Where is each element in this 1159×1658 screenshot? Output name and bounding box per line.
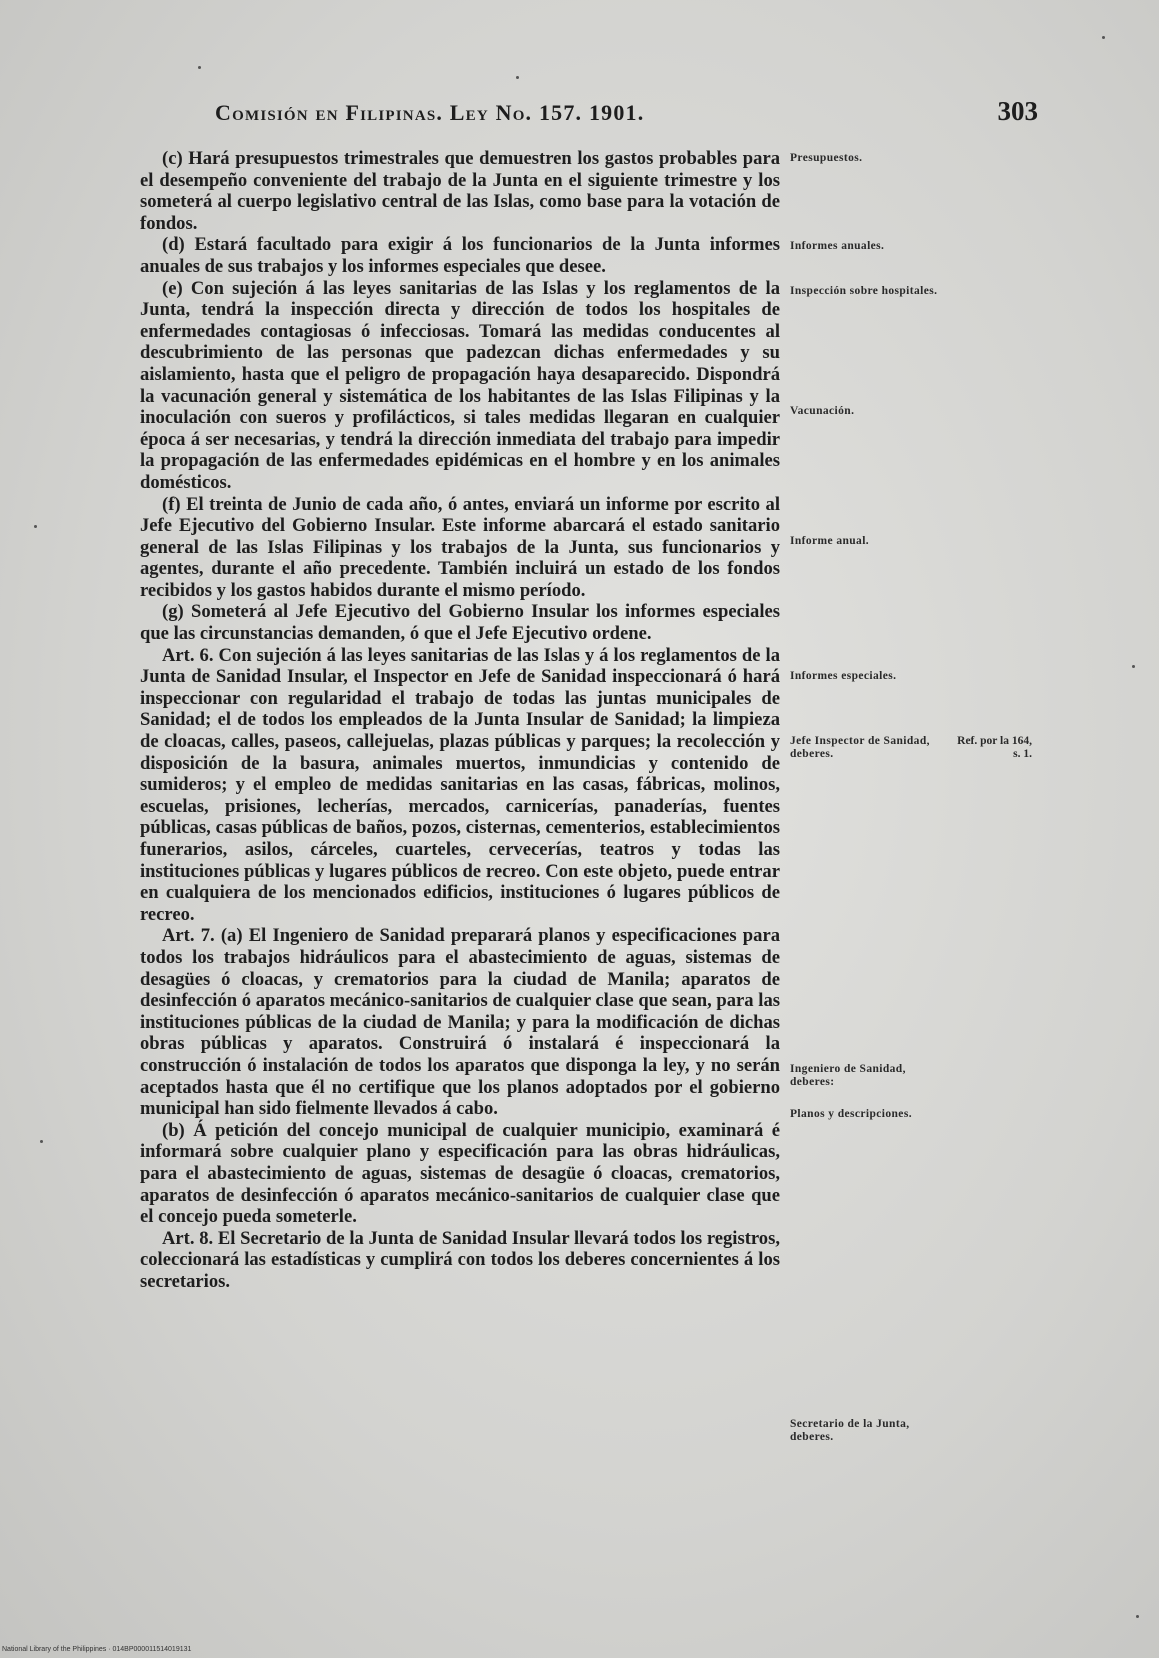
margin-note-inspeccion-hospitales: Inspección sobre hospitales.	[790, 285, 938, 297]
article-7a: Art. 7. (a) El Ingeniero de Sanidad preparará planos y especificaciones para todos los trabajos hidráulicos para el abastecimiento de aguas, sistemas de desagües ó cloacas, y crematorios para la ciudad de Manila; aparatos de desinfección ó aparatos mecánico-sanitarios de cualquier clase que sean, para las instituciones públicas de la ciudad de Manila; y para la modificación de dichas obras públicas y aparatos. Construirá ó instalará é inspeccionará la construcción ó instalación de todos los aparatos que disponga la ley, y no serán aceptados hasta que él no certifique que los planos adoptados por el gobierno municipal han sido fielmente llevados á cabo.	[140, 925, 780, 1120]
scan-speck	[1102, 36, 1105, 39]
running-title: Comisión en Filipinas. Ley No. 157. 1901.	[215, 100, 645, 125]
article-7b: (b) Á petición del concejo municipal de cualquier municipio, examinará é informará sobre cualquier plano y especificación para las obras hidráulicas, para el abastecimiento de aguas, sistemas de desagüe ó cloacas, crematorios, aparatos de desinfección ó aparatos mecánico-sanitarios de cualquier clase que el concejo pueda someterle.	[140, 1119, 780, 1228]
article-6: Art. 6. Con sujeción á las leyes sanitarias de las Islas y á los reglamentos de la Junta de Sanidad Insular, el Inspector en Jefe de Sanidad inspeccionará ó hará inspeccionar con regularidad el trabajo de todas las juntas municipales de Sanidad; el de todos los empleados de la Junta Insular de Sanidad; la limpieza de cloacas, calles, paseos, callejuelas, plazas públicas y parques; la recolección y disposición de la basura, animales muertos, inmundicias y contenido de sumideros; y el empleo de medidas sanitarias en las casas, fábricas, molinos, escuelas, prisiones, lecherías, mercados, carnicerías, panaderías, fuentes públicas, casas públicas de baños, pozos, cisternas, cementerios, establecimientos funerarios, asilos, cárceles, cuarteles, cervecerías, teatros y todas las instituciones públicas y lugares públicos de recreo. Con este objeto, puede entrar en cualquiera de los mencionados edificios, instituciones ó lugares públicos de recreo.	[140, 644, 780, 925]
margin-note-ingeniero-sanidad: Ingeniero de Sanidad, deberes:	[790, 1063, 906, 1088]
margin-note-vacunacion: Vacunación.	[790, 405, 855, 417]
paragraph-d: (d) Estará facultado para exigir á los funcionarios de la Junta informes anuales de sus trabajos y los informes especiales que desee.	[140, 234, 780, 277]
page-number: 303	[997, 96, 1038, 126]
paragraph-g: (g) Someterá al Jefe Ejecutivo del Gobierno Insular los informes especiales que las circunstancias demanden, ó que el Jefe Ejecutivo ordene.	[140, 601, 780, 645]
margin-note-presupuestos: Presupuestos.	[790, 152, 863, 164]
scan-speck	[198, 66, 201, 69]
margin-note-informes-especiales: Informes especiales.	[790, 670, 897, 682]
paragraph-f: (f) El treinta de Junio de cada año, ó antes, enviará un informe por escrito al Jefe Ejecutivo del Gobierno Insular. Este informe abarcará el estado sanitario general de las Islas Filipinas y los trabajos de la Junta, sus funcionarios y agentes, durante el año precedente. También incluirá un estado de los fondos recibidos y los gastos habidos durante el mismo período.	[140, 493, 780, 601]
margin-note-informe-anual: Informe anual.	[790, 535, 870, 547]
scan-speck	[1132, 665, 1135, 668]
scan-speck	[516, 76, 519, 79]
paragraph-e: (e) Con sujeción á las leyes sanitarias de las Islas y los reglamentos de la Junta, tendrá la inspección directa y dirección de todos los hospitales de enfermedades contagiosas ó infecciosas. Tomará las medidas conducentes al descubrimiento de las personas que padezcan dichas enfermedades y su aislamiento, hasta que el peligro de propagación haya desaparecido. Dispondrá la vacunación general y sistemática de los habitantes de las Islas Filipinas y la inoculación con sueros y profilácticos, si tales medidas llegaran en cualquier época á ser necesarias, y tendrá la dirección inmediata del trabajo para impedir la propagación de las enfermedades epidémicas en el hombre y en los animales domésticos.	[140, 277, 780, 493]
margin-note-informes-anuales: Informes anuales.	[790, 240, 885, 252]
article-8: Art. 8. El Secretario de la Junta de Sanidad Insular llevará todos los registros, coleccionará las estadísticas y cumplirá con todos los deberes concernientes á los secretarios.	[140, 1227, 780, 1292]
page-header	[215, 96, 1038, 134]
margin-note-reference: Ref. por la 164, s. 1.	[957, 735, 1032, 760]
scan-speck	[40, 1140, 43, 1143]
scan-speck	[34, 525, 37, 528]
scan-speck	[1136, 1615, 1139, 1618]
body-text	[140, 148, 780, 1292]
margin-note-secretario: Secretario de la Junta, deberes.	[790, 1418, 910, 1443]
margin-note-planos: Planos y descripciones.	[790, 1108, 912, 1120]
paragraph-c: (c) Hará presupuestos trimestrales que demuestren los gastos probables para el desempeño conveniente del trabajo de la Junta en el siguiente trimestre y los someterá al cuerpo legislativo central de las Islas, como base para la votación de fondos.	[140, 148, 780, 234]
scan-footer: National Library of the Philippines · 014BP000011514019131	[2, 1646, 192, 1653]
margin-note-jefe-inspector: Jefe Inspector de Sanidad, deberes.	[790, 735, 930, 760]
